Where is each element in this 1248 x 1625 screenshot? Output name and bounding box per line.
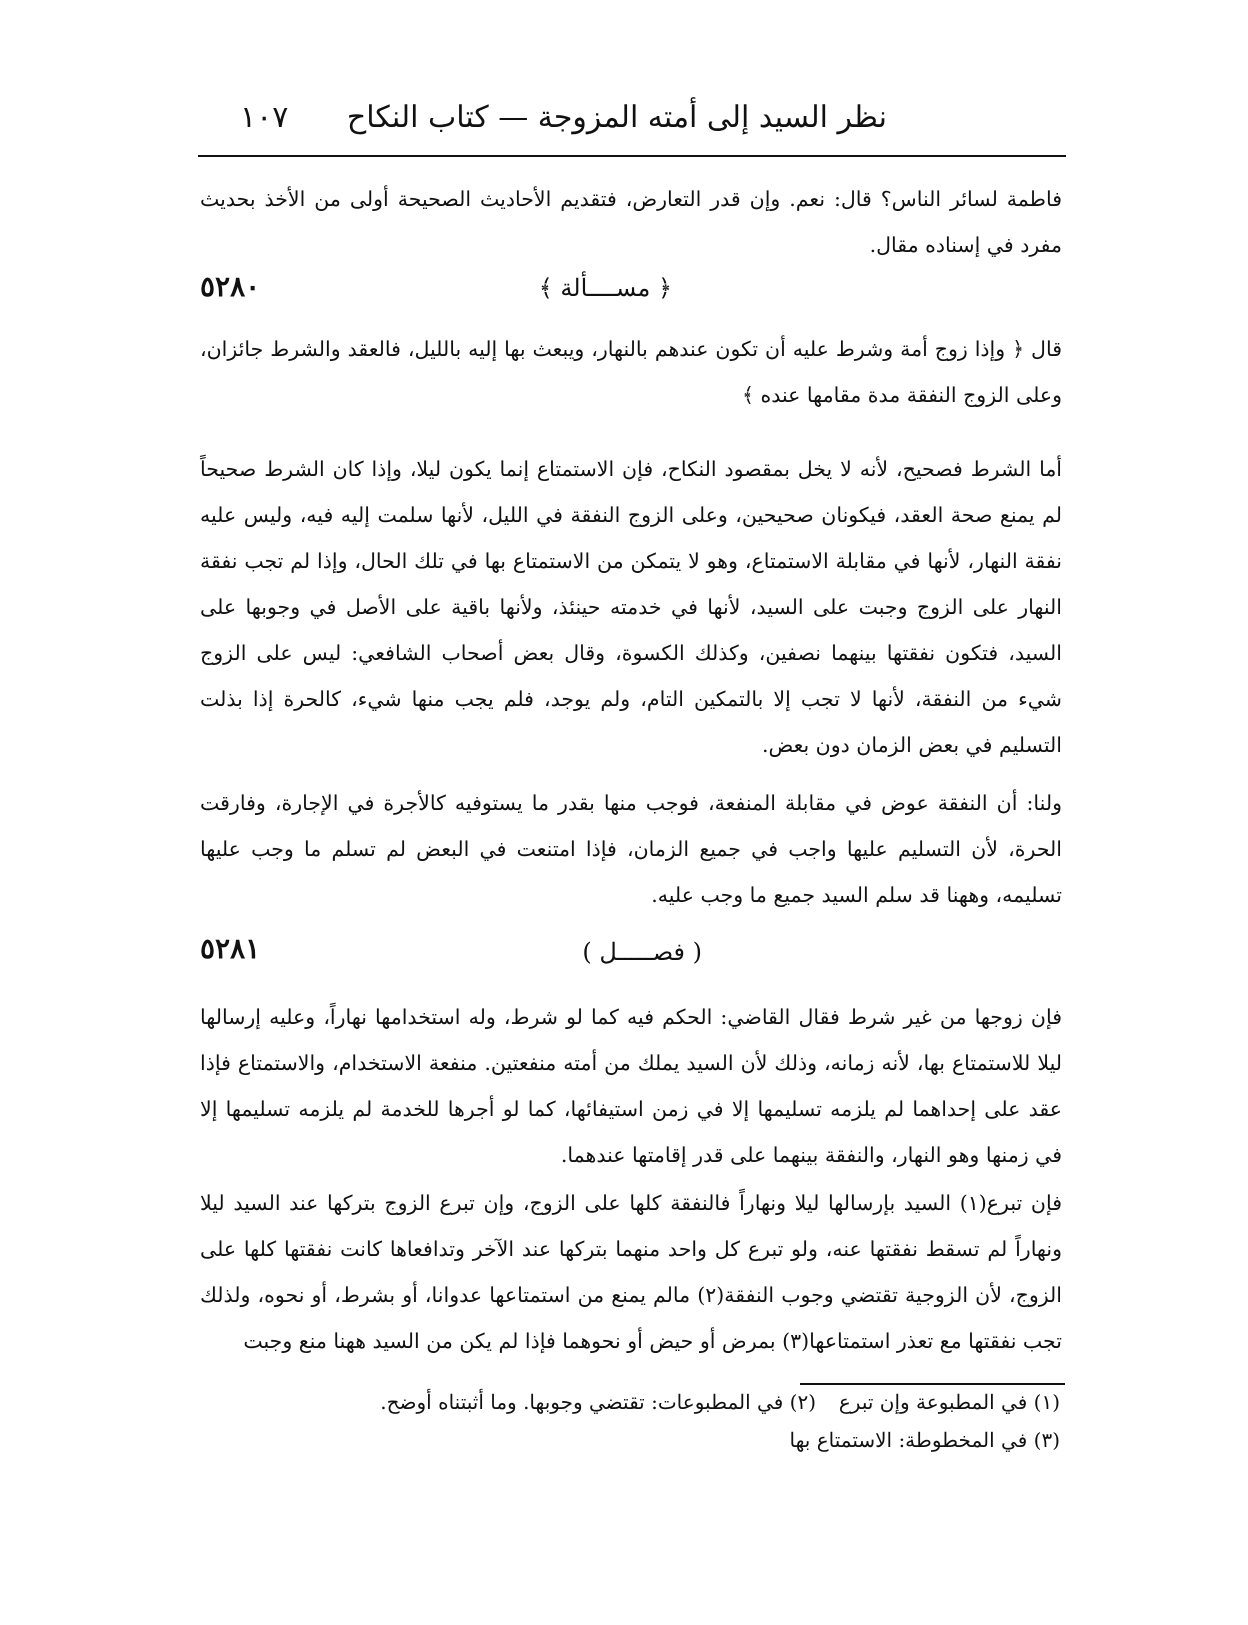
section-label: ﴿ مســــألة ﴾ xyxy=(538,274,672,302)
page-header xyxy=(200,96,1062,152)
footnote-3: (٣) في المخطوطة: الاستمتاع بها xyxy=(789,1428,1060,1452)
header-divider xyxy=(198,155,1066,157)
section-5280-text: أما الشرط فصحيح، لأنه لا يخل بمقصود النكاح، فإن الاستمتاع إنما يكون ليلا، وإذا كان الشرط صحيحاً لم يمنع صحة العقد، فيكونان صحيحين، وعلى الزوج النفقة في الليل، لأنها سلمت إليه فيه، وليس عليه نفقة النهار، لأنها في مقابلة الاستمتاع، وهو لا يتمكن من الاستمتاع بها في تلك الحال، وإذا لم تجب نفقة النهار على الزوج وجبت على السيد، لأنها في خدمته حينئذ، ولأنها باقية على الأصل في وجوبها على السيد، فتكون نفقتها بينهما نصفين، وكذلك الكسوة، وقال بعض أصحاب الشافعي: ليس على الزوج شيء من النفقة، لأنها لا تجب إلا بالتمكين التام، ولم يوجد، فلم يجب منها شيء، كالحرة إذا بذلت التسليم في بعض الزمان دون بعض. xyxy=(200,457,1062,757)
footnote-2: (٢) في المطبوعات: تقتضي وجوبها. وما أثبتناه أوضح. xyxy=(380,1390,816,1414)
page-number: ١٠٧ xyxy=(240,100,289,135)
intro-paragraph: فاطمة لسائر الناس؟ قال: نعم. وإن قدر التعارض، فتقديم الأحاديث الصحيحة أولى من الأخذ بحديث مفرد في إسناده مقال. xyxy=(200,187,1062,257)
footnote-1: (١) في المطبوعة وإن تبرع xyxy=(838,1390,1060,1414)
section-5281-text: فإن تبرع(١) السيد بإرسالها ليلا ونهاراً فالنفقة كلها على الزوج، وإن تبرع الزوج بتركها عند السيد ليلا ونهاراً لم تسقط نفقتها عنه، ولو تبرع كل واحد منهما بتركها عند الآخر وتدافعاها كانت نفقتها كلها على الزوج، لأن الزوجية تقتضي وجوب النفقة(٢) مالم يمنع من استمتاعها عدوانا، أو بشرط، أو نحوه، ولذلك تجب نفقتها مع تعذر استمتاعها(٣) بمرض أو حيض أو نحوهما فإذا لم يكن من السيد ههنا منع وجبت xyxy=(200,1191,1062,1353)
section-5280-text: ولنا: أن النفقة عوض في مقابلة المنفعة، فوجب منها بقدر ما يستوفيه كالأجرة في الإجارة، وفارقت الحرة، لأن التسليم عليها واجب في جميع الزمان، فإذا امتنعت في البعض لم تسلم ما وجب عليها تسليمه، وههنا قد سلم السيد جميع ما وجب عليه. xyxy=(200,791,1062,907)
section-5280-text: قال ﴿ وإذا زوج أمة وشرط عليه أن تكون عندهم بالنهار، ويبعث بها إليه بالليل، فالعقد والشرط جائزان، وعلى الزوج النفقة مدة مقامها عنده ﴾ xyxy=(200,337,1062,407)
section-number: ٥٢٨١ xyxy=(200,932,261,965)
section-number: ٥٢٨٠ xyxy=(200,270,261,303)
footnote-divider xyxy=(800,1383,1065,1385)
section-heading-5280 xyxy=(200,270,1062,320)
section-5281-text: فإن زوجها من غير شرط فقال القاضي: الحكم فيه كما لو شرط، وله استخدامها نهاراً، وعليه إرسالها ليلا للاستمتاع بها، لأنه زمانه، وذلك لأن السيد يملك من أمته منفعتين. منفعة الاستخدام، والاستمتاع فإذا عقد على إحداهما لم يلزمه تسليمها إلا في زمن استيفائها، كما لو أجرها للخدمة لم يلزمه تسليمها إلا في زمنها وهو النهار، والنفقة بينهما على قدر إقامتها عندهما. xyxy=(200,1005,1062,1167)
section-heading-5281 xyxy=(200,932,1062,982)
running-title: نظر السيد إلى أمته المزوجة — كتاب النكاح xyxy=(346,100,887,135)
section-label: ( فصـــــل ) xyxy=(582,938,702,966)
